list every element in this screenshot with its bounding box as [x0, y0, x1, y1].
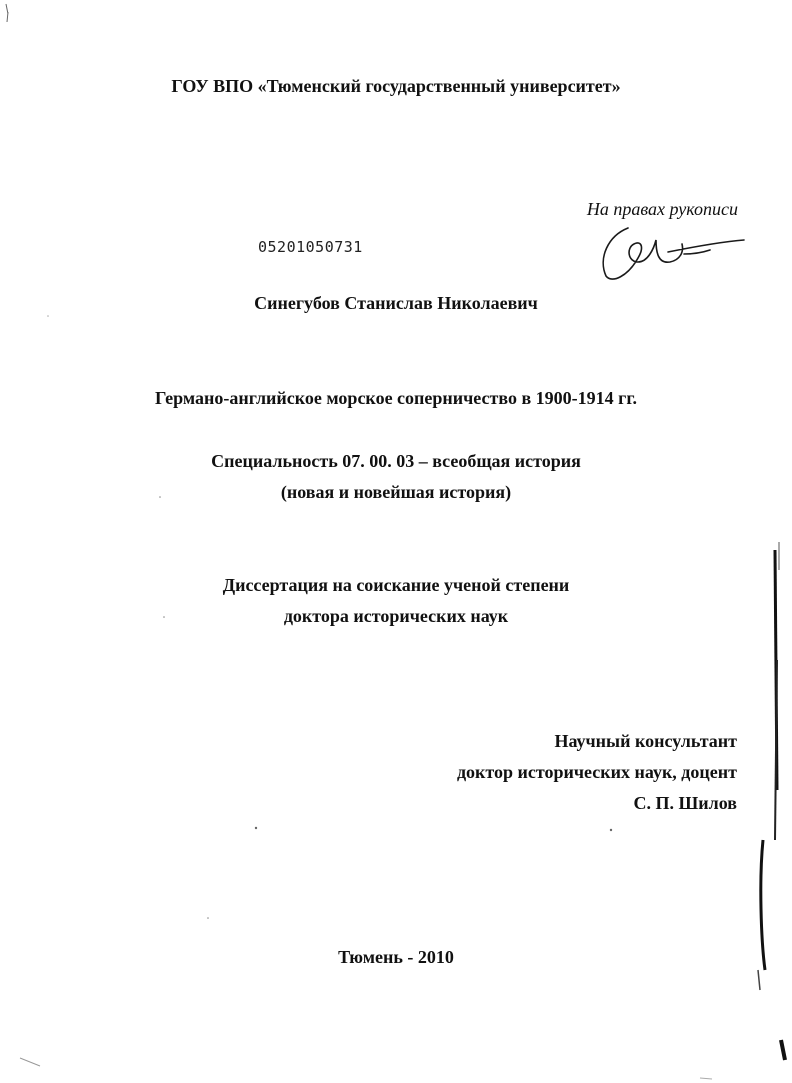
- city-year: Тюмень - 2010: [338, 947, 454, 967]
- advisor-name: С. П. Шилов: [633, 793, 737, 813]
- institution-heading: ГОУ ВПО «Тюменский государственный университет»: [171, 76, 621, 96]
- degree-line: Диссертация на соискание ученой степени: [222, 575, 570, 595]
- dissertation-title: Германо-английское морское соперничество в 1900-1914 гг.: [155, 388, 637, 408]
- specialty-line: Специальность 07. 00. 03 – всеобщая история: [211, 451, 581, 471]
- degree-subline: доктора исторических наук: [283, 606, 509, 626]
- manuscript-note: На правах рукописи: [586, 199, 738, 219]
- author-name: Синегубов Станислав Николаевич: [254, 293, 538, 313]
- catalog-number: 05201050731: [258, 238, 363, 256]
- advisor-role: Научный консультант: [554, 731, 737, 751]
- advisor-credentials: доктор исторических наук, доцент: [456, 762, 737, 782]
- specialty-subline: (новая и новейшая история): [280, 482, 512, 502]
